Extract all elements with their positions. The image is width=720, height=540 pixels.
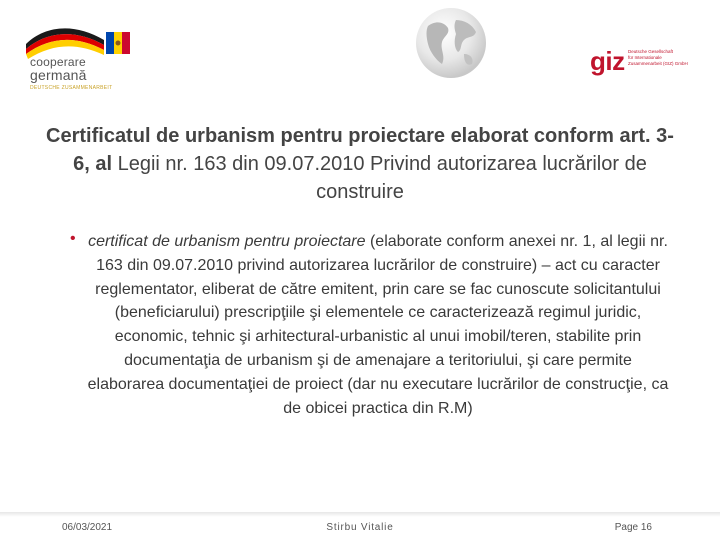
logo-wordmark — [30, 56, 87, 82]
logo-line2: germană — [30, 67, 87, 83]
giz-fullname-line2: für Internationale — [628, 55, 662, 60]
giz-fullname-line1: Deutsche Gesellschaft — [628, 49, 674, 54]
slide-title-bold: Certificatul de urbanism pentru proiectare elaborat conform art. 3-6, al — [46, 125, 674, 175]
cooperare-germana-logo — [24, 22, 144, 94]
logo-subline: DEUTSCHE ZUSAMMENARBEIT — [30, 85, 113, 91]
footer-author: Stirbu Vitalie — [326, 522, 394, 533]
slide-body — [70, 230, 670, 420]
footer-divider — [0, 512, 720, 517]
slide-title-regular: Legii nr. 163 din 09.07.2010 Privind autorizarea lucrărilor de construire — [112, 153, 647, 203]
globe-icon — [414, 6, 488, 80]
bullet-term: certificat de urbanism pentru proiectare — [88, 233, 366, 250]
bullet-marker: • — [70, 230, 76, 247]
slide-title — [40, 122, 680, 206]
giz-logo — [590, 48, 700, 80]
footer-page-number: Page 16 — [614, 522, 652, 533]
giz-acronym: giz — [590, 46, 625, 76]
bullet-paragraph — [86, 230, 670, 420]
giz-fullname-line3: Zusammenarbeit (GIZ) GmbH — [628, 61, 688, 66]
footer-date: 06/03/2021 — [62, 522, 113, 533]
giz-fullname — [628, 49, 688, 67]
bullet-definition: (elaborate conform anexei nr. 1, al legii nr. 163 din 09.07.2010 privind autorizarea lucrărilor de construire) – act cu caracter reglementator, eliberat de către emitent, prin care se fac cunoscute solicitantului (beneficiarului) prescripţiile şi elementele ce caracterizează regimul juridic, economic, tehnic şi arhitectural-urbanistic al unui imobil/teren, stabilite prin documentaţia de urbanism şi de amenajare a teritoriului, şi care permite elaborarea documentaţiei de proiect (dar nu executare lucrărilor de construcţie, ca de obicei practica din R.M) — [87, 233, 669, 417]
logo-line1: cooperare — [30, 55, 86, 69]
